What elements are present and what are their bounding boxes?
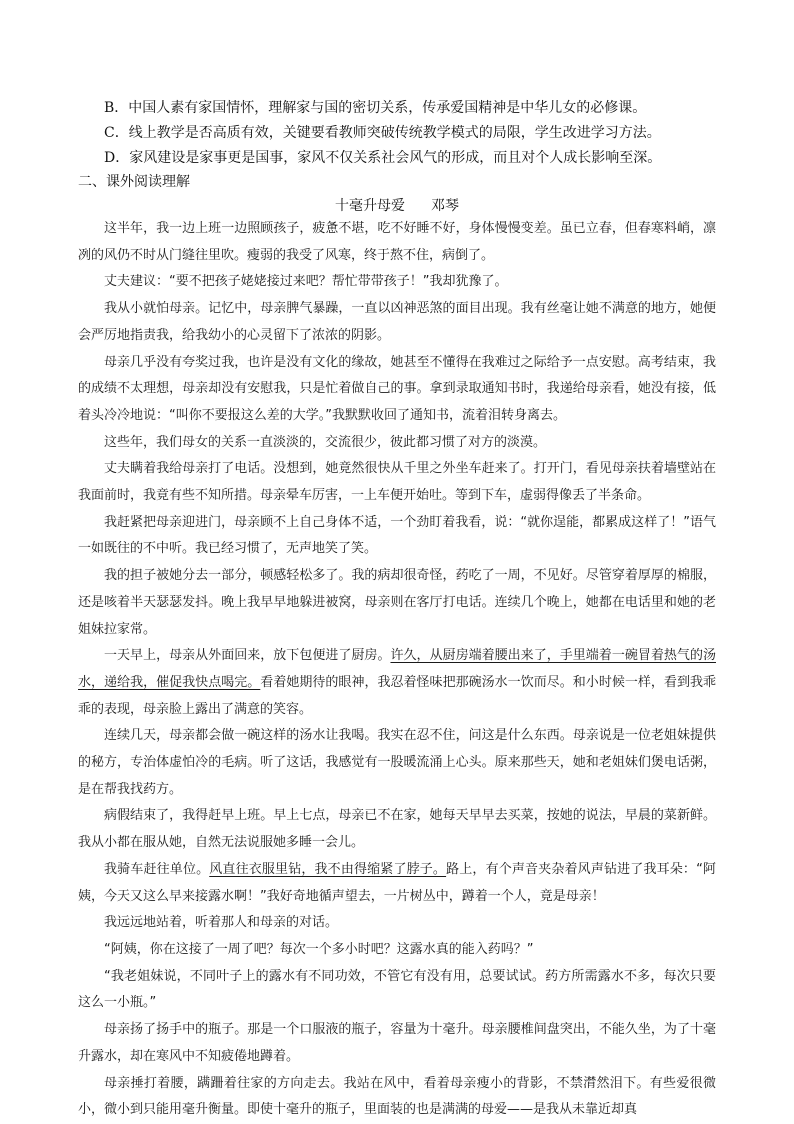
paragraph: 母亲扬了扬手中的瓶子。那是一个口服液的瓶子，容量为十毫升。母亲腰椎间盘突出，不能久坐，为了十毫升露水，却在寒风中不知疲倦地蹲着。: [78, 1022, 716, 1064]
article-heading: [0, 196, 794, 216]
option-d: D．家风建设是家事更是国事，家风不仅关系社会风气的形成，而且对个人成长影响至深。: [104, 150, 662, 166]
underlined-sentence: 风直往衣服里钻，我不由得缩紧了脖子。: [209, 861, 447, 877]
option-c: C．线上教学是否高质有效，关键要看教师突破传统教学模式的局限，学生改进学习方法。: [104, 125, 661, 141]
paragraph-text: 一天早上，母亲从外面回来，放下包便进了厨房。: [104, 648, 391, 664]
paragraph: 母亲捶打着腰，蹒跚着往家的方向走去。我站在风中，看着母亲瘦小的背影，不禁潸然泪下。有些爱很微小，微小到只能用毫升衡量。即使十毫升的瓶子，里面装的也是满满的母爱——是我从未靠近却真: [78, 1075, 716, 1118]
paragraph: 我从小就怕母亲。记忆中，母亲脾气暴躁，一直以凶神恶煞的面目出现。我有丝毫让她不满意的地方，她便会严厉地指责我，给我幼小的心灵留下了浓浓的阴影。: [78, 301, 716, 343]
article-body: [78, 216, 716, 1124]
paragraph: 这些年，我们母女的关系一直淡淡的，交流很少，彼此都习惯了对方的淡漠。: [104, 434, 547, 450]
paragraph-text: 我骑车赶往单位。: [104, 861, 210, 877]
paragraph: 丈夫瞒着我给母亲打了电话。没想到，她竟然很快从千里之外坐车赶来了。打开门，看见母亲扶着墙壁站在我面前时，我竟有些不知所措。母亲晕车厉害，一上车便开始吐。等到下车，虚弱得像丢了半条命。: [78, 461, 716, 504]
underlined-sentence: 许久，从厨房端着腰出来了，手里端着一碗冒着热气的汤水，递给我，催促我快点喝完。: [78, 648, 716, 690]
paragraph: 母亲几乎没有夸奖过我，也许是没有文化的缘故，她甚至不懂得在我难过之际给予一点安慰。高考结束，我的成绩不太理想，母亲却没有安慰我，只是忙着做自己的事。拿到录取通知书时，我递给母亲看，她没有接，低着头冷冷地说：“叫你不要报这么差的大学。”我默默收回了通知书，流着泪转身离去。: [78, 354, 716, 423]
paragraph-text: 路上，有个声音夹杂着风声钻进了我耳朵：“阿姨，今天又这么早来接露水啊！”我好奇地循声望去，一片树丛中，蹲着一个人，竟是母亲！: [78, 861, 716, 904]
paragraph: [78, 857, 716, 910]
paragraph: “阿姨，你在这接了一周了吧？每次一个多小时吧？这露水真的能入药吗？”: [104, 941, 534, 957]
section-title: 二、课外阅读理解: [78, 174, 190, 190]
paragraph: 连续几天，母亲都会做一碗这样的汤水让我喝。我实在忍不住，问这是什么东西。母亲说是一位老姐妹提供的秘方，专治体虚怕冷的毛病。听了这话，我感觉有一股暖流涌上心头。原来那些天，她和老姐妹们煲电话粥，是在帮我找药方。: [78, 728, 716, 797]
paragraph: 我远远地站着，听着那人和母亲的对话。: [104, 915, 339, 931]
option-b: B．中国人素有家国情怀，理解家与国的密切关系，传承爱国精神是中华儿女的必修课。: [104, 100, 647, 116]
paragraph: “我老姐妹说，不同叶子上的露水有不同功效，不管它有没有用，总要试试。药方所需露水不多，每次只要这么一小瓶。”: [78, 968, 716, 1011]
paragraph: [78, 643, 716, 723]
paragraph: 这半年，我一边上班一边照顾孩子，疲惫不堪，吃不好睡不好，身体慢慢变差。虽已立春，但春寒料峭，凛冽的风仍不时从门缝往里吹。瘦弱的我受了风寒，终于熬不住，病倒了。: [78, 221, 716, 263]
paragraph-text: 看着她期待的眼神，我忍着怪味把那碗汤水一饮而尽。和小时候一样，看到我乖乖的表现，母亲脸上露出了满意的笑容。: [78, 674, 716, 717]
article-author: 邓琴: [431, 198, 459, 214]
paragraph: 丈夫建议：“要不把孩子姥姥接过来吧？帮忙带带孩子！”我却犹豫了。: [104, 274, 508, 290]
paragraph: 我赶紧把母亲迎进门，母亲顾不上自己身体不适，一个劲盯着我看，说：“就你逞能，都累成这样了！”语气一如既往的不中听。我已经习惯了，无声地笑了笑。: [78, 514, 716, 557]
paragraph: 我的担子被她分去一部分，顿感轻松多了。我的病却很奇怪，药吃了一周，不见好。尽管穿着厚厚的棉服，还是咳着半天瑟瑟发抖。晚上我早早地躲进被窝，母亲则在客厅打电话。连续几个晚上，她都在电话里和她的老姐妹拉家常。: [78, 568, 716, 637]
paragraph: 病假结束了，我得赶早上班。早上七点，母亲已不在家，她每天早早去买菜，按她的说法，早晨的菜新鲜。我从小都在服从她，自然无法说服她多睡一会儿。: [78, 808, 716, 851]
article-title: 十毫升母爱: [335, 198, 405, 214]
